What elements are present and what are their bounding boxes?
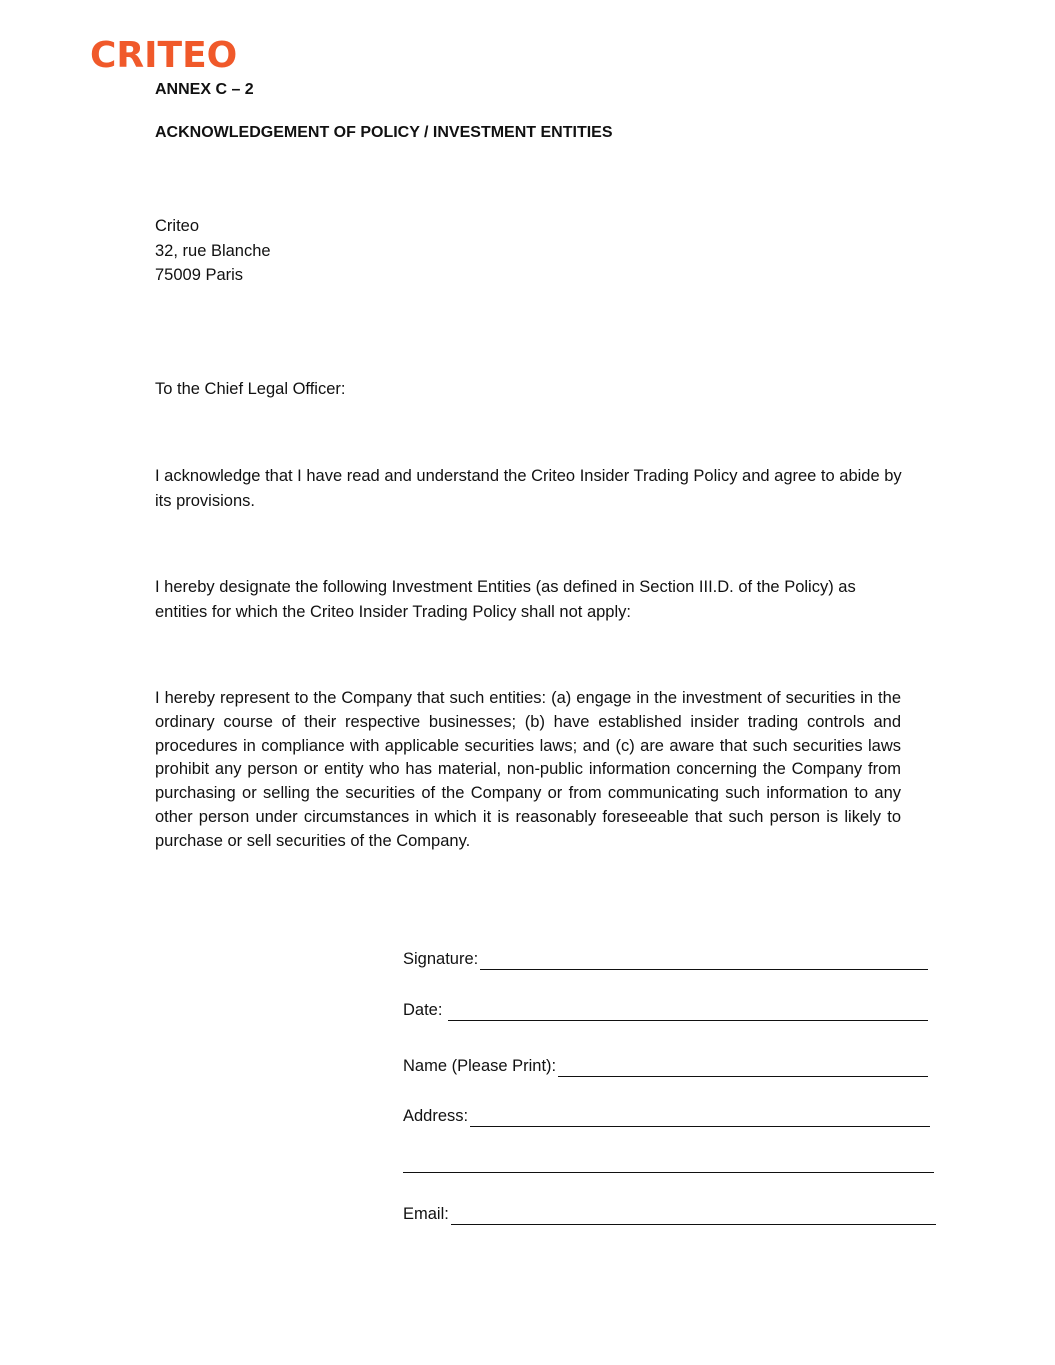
signature-label: Signature: (403, 950, 479, 968)
document-title: ACKNOWLEDGEMENT OF POLICY / INVESTMENT ENTITIES (155, 124, 613, 141)
email-label: Email: (403, 1205, 449, 1223)
designation-paragraph (155, 575, 856, 624)
representation-paragraph: I hereby represent to the Company that such entities: (a) engage in the investment of securities in the ordinary course of their respective businesses; (b) have established insider trading controls and procedures in compliance with applicable securities laws; and (c) are aware that such securities laws prohibit any person or entity who has material, non-public information concerning the Company from purchasing or selling the securities of the Company or from communicating such information to any other person under circumstances in which it is reasonably foreseeable that such person is likely to purchase or sell securities of the Company. (155, 689, 901, 850)
signature-field[interactable] (403, 948, 928, 970)
name-line[interactable] (558, 1058, 928, 1077)
email-field[interactable] (403, 1203, 936, 1225)
salutation: To the Chief Legal Officer: (155, 380, 346, 398)
acknowledgement-line-1: I acknowledge that I have read and understand the Criteo Insider Trading Policy and agree to abide by (155, 467, 902, 485)
address-line-2[interactable] (403, 1172, 934, 1173)
email-line[interactable] (451, 1206, 936, 1225)
name-field[interactable] (403, 1055, 928, 1077)
address-city: 75009 Paris (155, 266, 244, 284)
address-line-1[interactable] (470, 1108, 930, 1127)
address-label: Address: (403, 1107, 469, 1125)
designation-line-2: entities for which the Criteo Insider Trading Policy shall not apply: (155, 602, 631, 621)
criteo-logo: CRITEO (90, 35, 238, 76)
signature-line[interactable] (480, 951, 928, 970)
acknowledgement-line-2: its provisions. (155, 491, 255, 510)
date-line[interactable] (448, 1002, 928, 1021)
date-label: Date: (403, 1001, 443, 1019)
designation-line-1: I hereby designate the following Investment Entities (as defined in Section III.D. of the Policy) as (155, 578, 856, 596)
date-field[interactable] (403, 999, 928, 1021)
annex-title: ANNEX C – 2 (155, 81, 254, 98)
address-field[interactable] (403, 1105, 930, 1127)
address-street: 32, rue Blanche (155, 241, 271, 260)
address-company: Criteo (155, 217, 200, 235)
acknowledgement-paragraph (155, 464, 902, 513)
company-address (155, 214, 271, 288)
name-label: Name (Please Print): (403, 1057, 557, 1075)
